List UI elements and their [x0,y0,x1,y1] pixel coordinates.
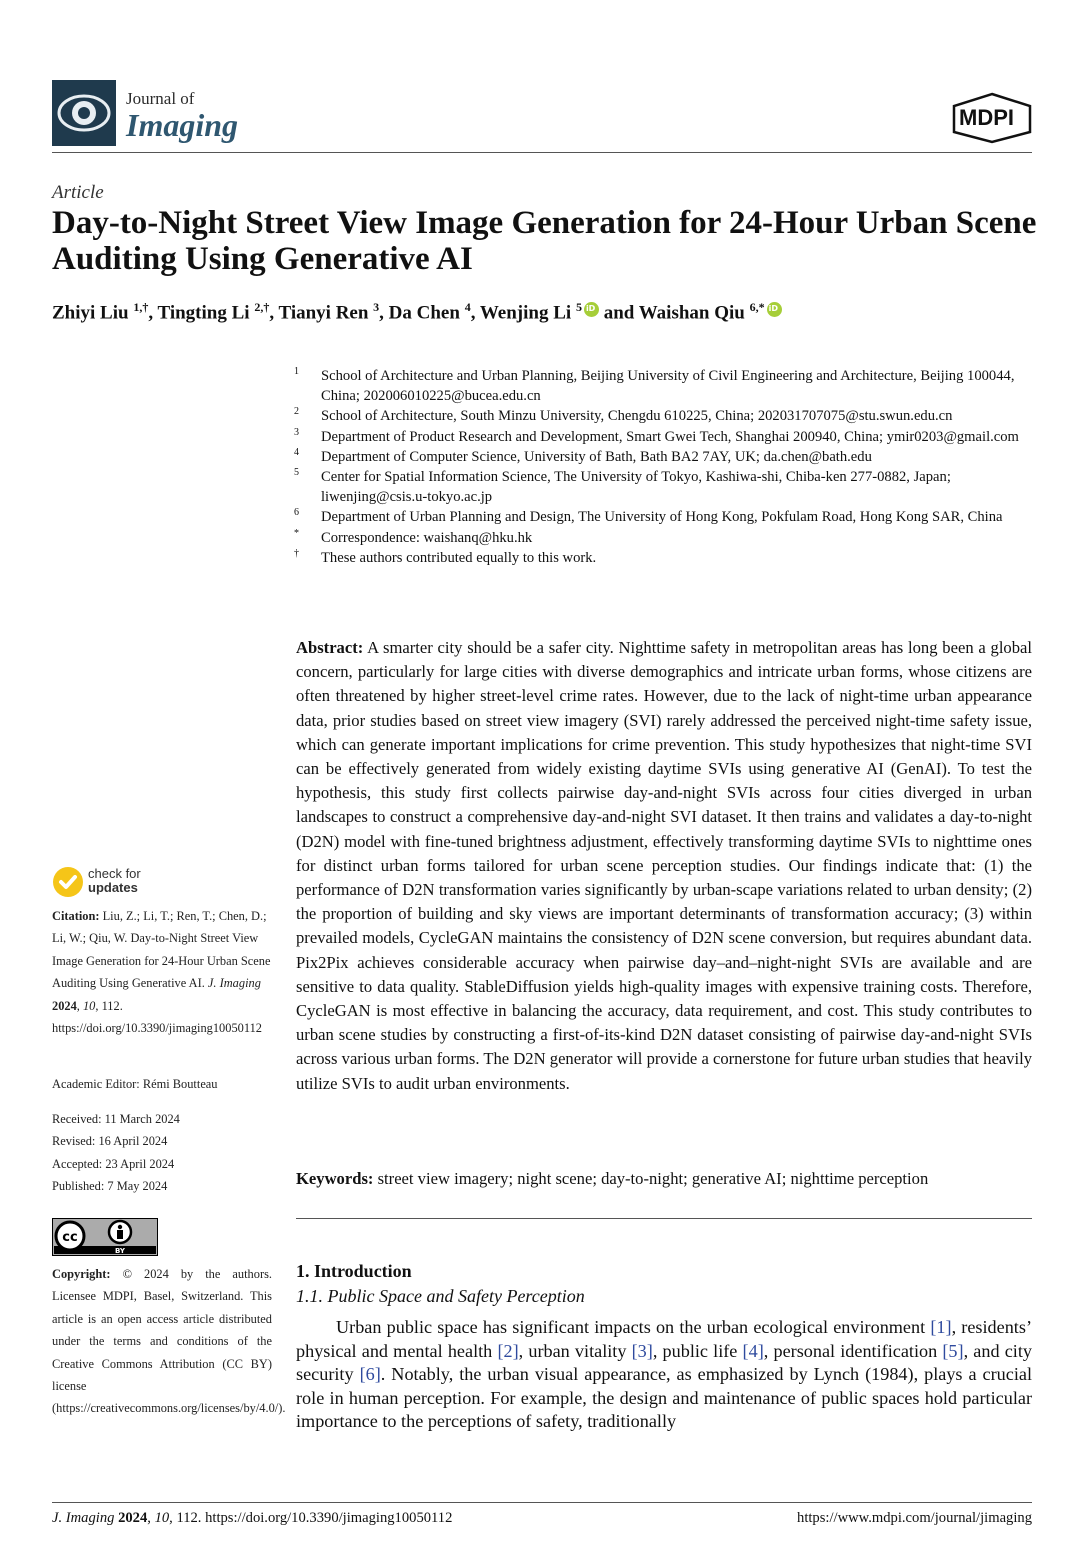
mdpi-logo-text: MDPI [959,105,1014,130]
author-affil-marker: 5 [575,300,582,314]
affiliation-item [294,507,1034,527]
citation-link[interactable]: [4] [742,1340,764,1361]
intro-text: . Notably, the urban visual appearance, as emphasized by Lynch (1984), plays a crucial role in human perception. For example, the design and maintenance of public spaces hold particular importance to the perceptions of safety, traditionally [296,1364,1032,1431]
footer-volume: 10 [154,1510,170,1526]
author-name: Da Chen [388,302,460,324]
journal-name [126,90,238,141]
intro-text: , urban vitality [518,1340,632,1361]
svg-text:BY: BY [114,1247,126,1255]
author-name: Tingting Li [157,302,250,324]
check-for-updates-line2: updates [88,880,138,895]
svg-text:cc: cc [62,1230,78,1245]
footer-journal: J. Imaging [52,1510,115,1526]
page-title: Day-to-Night Street View Image Generation for 24-Hour Urban Scene Auditing Using Generative AI [52,205,1037,277]
affiliation-number: 2 [294,406,299,418]
affiliation-number: 5 [294,467,299,479]
affiliation-number: 1 [294,366,299,377]
journal-title: Imaging [126,107,239,143]
citation-text: Liu, Z.; Li, T.; Ren, T.; Chen, D.; Li, W.; Qiu, W. Day-to-Night Street View Image Generation for 24-Hour Urban Scene Auditing Using Generative AI. [52,909,271,991]
affiliation-text: School of Architecture and Urban Planning, Beijing University of Civil Engineering and Architecture, Beijing 100044, China; 202006010225@bucea.edu.cn [321,368,1015,405]
author-name: Wenjing Li [479,302,572,324]
check-for-updates-button[interactable] [88,867,141,895]
affiliation-item [294,366,1034,406]
journal-logo [52,80,116,146]
affiliation-item [294,528,1034,548]
abstract-label: Abstract: [296,638,364,657]
intro-text: , residents’ physical and mental health [296,1317,1032,1361]
copyright-notice [52,1263,286,1420]
author-name: Zhiyi Liu [52,302,129,324]
received-date: Received: 11 March 2024 [52,1112,180,1126]
citation-link[interactable]: [3] [631,1340,653,1361]
affiliation-item [294,406,1034,426]
author-list: Zhiyi Liu $^{1,\dagger}$, Tingting Li $^{2,\dagger}$, Tianyi Ren $^3$, Da Chen $^4$, Wenjing Li $^5$iD and Waishan Qiu $^{6,*}$iD [52,300,782,324]
check-for-updates-icon[interactable] [52,866,84,898]
cc-by-license-icon[interactable] [52,1218,158,1256]
affiliation-text: Department of Product Research and Development, Smart Gwei Tech, Shanghai 200940, China; ymir0203@gmail.com [321,428,1019,445]
author-affil-marker: 6,* [749,300,765,314]
publication-dates [52,1108,272,1198]
affiliation-item [294,467,1034,507]
affiliation-list [294,366,1034,568]
footer-citation: J. Imaging 2024, 10, 112. https://doi.org/10.3390/jimaging10050112 [52,1510,453,1526]
mdpi-logo [950,92,1034,144]
orcid-icon[interactable] [767,302,782,317]
affiliation-item [294,548,1034,568]
author-affil-marker: 1,† [133,300,149,314]
academic-editor: Academic Editor: Rémi Boutteau [52,1077,218,1091]
copyright-label: Copyright: [52,1267,111,1281]
citation-label: Citation: [52,909,100,923]
accepted-date: Accepted: 23 April 2024 [52,1156,175,1171]
equal-contribution-note: These authors contributed equally to this work. [321,549,597,566]
affiliation-number: 3 [294,426,299,438]
intro-text: , and city security [296,1340,1032,1384]
author-affil-marker: 2,† [254,300,270,314]
footer-year: 2024 [118,1510,148,1526]
keywords-text: street view imagery; night scene; day-to-night; generative AI; nighttime perception [377,1169,929,1188]
revised-date: Revised: 16 April 2024 [52,1134,168,1149]
citation-journal: J. Imaging [207,976,261,991]
author-affil-marker: 3 [373,300,380,314]
intro-text: , public life [652,1340,743,1361]
intro-text: , personal identification [763,1340,943,1361]
section-divider [296,1218,1032,1219]
footer-journal-url[interactable]: https://www.mdpi.com/journal/jimaging [797,1510,1032,1526]
subsection-heading: 1.1. Public Space and Safety Perception [296,1286,585,1306]
affiliation-number: † [294,547,299,559]
author-name: Tianyi Ren [278,302,369,324]
footer-divider [52,1502,1032,1503]
affiliation-text: Department of Computer Science, University of Bath, Bath BA2 7AY, UK; da.chen@bath.edu [321,448,872,465]
intro-text: Urban public space has significant impacts on the urban ecological environment [336,1317,931,1337]
keywords [296,1168,1032,1190]
article-type: Article [52,182,104,203]
affiliation-text: Department of Urban Planning and Design, The University of Hong Kong, Pokfulam Road, Hong Kong SAR, China [321,509,1003,526]
abstract-text: A smarter city should be a safer city. Nighttime safety in metropolitan areas has long been a global concern, particularly for large cities with diverse demographics and intricate urban forms, whose citizens are often threatened by higher street-level crime rates. However, due to the lack of night-time urban appearance data, prior studies based on street view imagery (SVI) rarely addressed the perceived night-time safety issue, which can generate important implications for crime prevention. This study hypothesizes that night-time SVI can be effectively generated from widely existing daytime SVIs using generative AI (GenAI). To test the hypothesis, this study first collects pairwise day-and-night SVIs across four cities diverged in urban landscapes to construct a comprehensive day-and-night SVI dataset. It then trains and validates a day-to-night (D2N) model with fine-tuned brightness adjustment, effectively transforming daytime SVIs to nighttime ones for distinct urban forms tailored for urban scene perception studies. Our findings indicate that: (1) the performance of D2N transformation varies significantly by urban-scape variations related to urban density; (2) the proportion of building and sky views are important determinants of transformation accuracy; (3) within prevailed models, CycleGAN maintains the consistency of D2N scene conversion, but requires abundant data. Pix2Pix achieves considerable accuracy when pairwise day–and–night-night SVIs are available and are sensitive to data quality. StableDiffusion yields high-quality images with expensive training costs. Therefore, CycleGAN is most effective in balancing the accuracy, data requirement, and cost. This study contributes to urban scene studies by constructing a first-of-its-kind D2N dataset consisting of pairwise day-and-night SVIs across various urban forms. The D2N generator will provide a cornerstone for future urban studies that heavily utilize SVIs to audit urban environments. [296,638,1033,1093]
orcid-icon[interactable] [584,302,599,317]
citation-link[interactable]: [6] [359,1364,381,1384]
affiliation-number: * [294,527,299,539]
published-date: Published: 7 May 2024 [52,1179,168,1194]
citation-link[interactable]: [5] [942,1340,964,1361]
citation-link[interactable]: [2] [497,1340,519,1361]
author-name: Waishan Qiu [638,302,745,324]
citation-volume: 10 [82,998,96,1013]
author-affil-marker: 4 [464,300,471,314]
affiliation-text: School of Architecture, South Minzu University, Chengdu 610225, China; 202031707075@stu.swun.edu.cn [321,408,953,425]
copyright-text: © 2024 by the authors. Licensee MDPI, Basel, Switzerland. This article is an open access article distributed under the terms and conditions of the Creative Commons Attribution (CC BY) license (https://creativecommons.org/licenses/by/4.0/). [52,1267,286,1416]
citation-year: 2024 [52,998,77,1013]
affiliation-item [294,427,1034,447]
footer-doi[interactable]: , 112. https://doi.org/10.3390/jimaging10050112 [169,1510,453,1526]
affiliation-text: Center for Spatial Information Science, The University of Tokyo, Kashiwa-shi, Chiba-ken 277-0882, Japan; liwenjing@csis.u-tokyo.ac.jp [321,469,951,506]
affiliation-number: 6 [294,507,299,519]
keywords-label: Keywords: [296,1169,374,1188]
check-for-updates-line1: check for [88,866,141,881]
journal-of-text: Journal of [126,89,195,108]
citation-link[interactable]: [1] [930,1317,952,1337]
affiliation-item [294,447,1034,467]
correspondence-text: Correspondence: waishanq@hku.hk [321,529,533,546]
citation-doi[interactable]: , 112. https://doi.org/10.3390/jimaging10050112 [52,998,262,1036]
intro-paragraph [296,1316,1032,1434]
affiliation-number: 4 [294,446,299,458]
section-heading: 1. Introduction [296,1261,412,1281]
citation-block: Citation: Liu, Z.; Li, T.; Ren, T.; Chen, D.; Li, W.; Qiu, W. Day-to-Night Street View Image Generation for 24-Hour Urban Scene Auditing Using Generative AI. J. Imaging 2024, 10, 112. https://doi.org/10.3390/jimaging10050112 [52,909,271,1036]
abstract [296,636,1032,1096]
header-divider [52,152,1032,153]
